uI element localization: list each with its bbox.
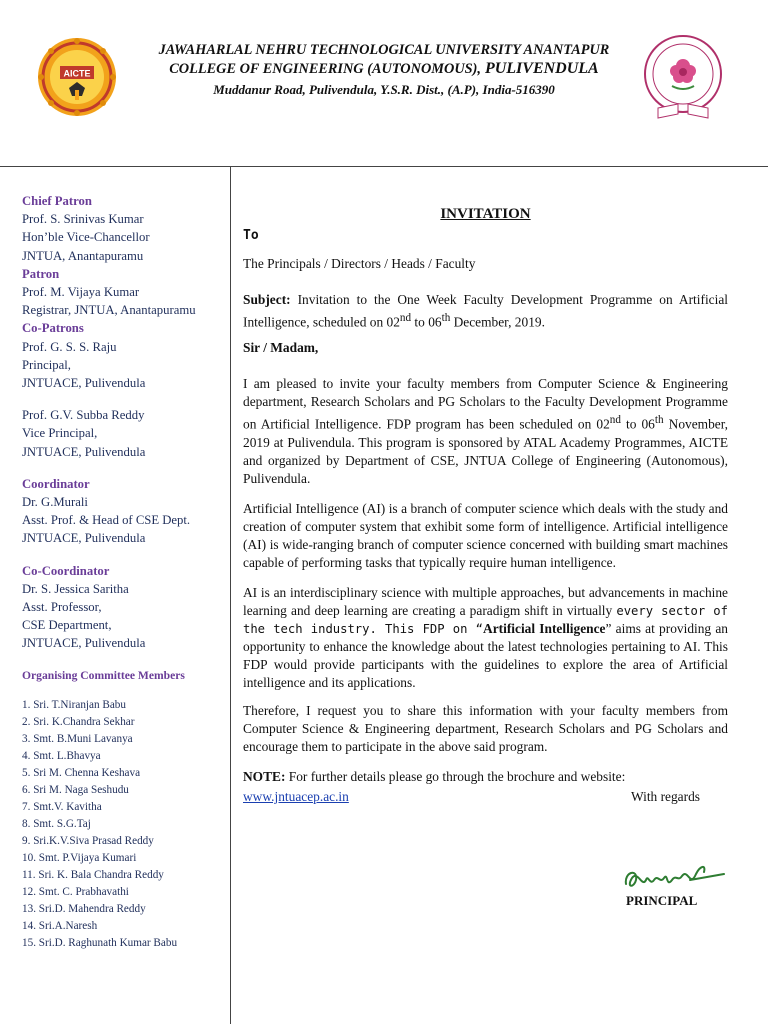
- sidebar-line: JNTUA, Anantapuramu: [22, 248, 144, 263]
- sidebar-line: JNTUACE, Pulivendula: [22, 636, 146, 651]
- sidebar-line: CSE Department,: [22, 618, 112, 633]
- paragraph-ai-definition: Artificial Intelligence (AI) is a branch of computer science which deals with the study and creation of computer system that exhibit some form of intelligence. Artificial intelligence (AI) is wide-ranging branch of computer science concerned with building smart machines capable of performing tasks that typically require human intelligence.: [243, 500, 728, 570]
- list-item: 15. Sri.D. Raghunath Kumar Babu: [22, 936, 178, 949]
- closing-regards: With regards: [631, 788, 700, 804]
- university-name: JAWAHARLAL NEHRU TECHNOLOGICAL UNIVERSITY ANANTAPUR: [158, 42, 610, 58]
- letter-to: To: [243, 228, 259, 243]
- paragraph-text: November, 2019 at Pulivendula. This program is sponsored by ATAL Academy Programmes, AICTE and organized by Department of CSE, JNTUA College of Engineering (Autonomous), Pulivendula.: [243, 416, 728, 486]
- closing-row: [243, 788, 728, 806]
- note-text: For further details please go through the brochure and website:: [285, 768, 626, 784]
- sidebar-line: Asst. Prof. & Head of CSE Dept.: [22, 513, 191, 528]
- paragraph-bold: Artificial Intelligence: [483, 620, 606, 636]
- letter-note: [243, 768, 728, 786]
- sidebar-line: Prof. G.V. Subba Reddy: [22, 408, 145, 423]
- subject-text: December, 2019.: [450, 314, 545, 330]
- subject-label: Subject:: [243, 292, 291, 307]
- signer-title: PRINCIPAL: [626, 893, 698, 908]
- sidebar-line: JNTUACE, Pulivendula: [22, 531, 146, 546]
- header-divider: [0, 166, 768, 167]
- list-item: 10. Smt. P.Vijaya Kumari: [22, 851, 137, 864]
- sidebar-line: Principal,: [22, 357, 71, 372]
- college-name-main: COLLEGE OF ENGINEERING (AUTONOMOUS),: [169, 61, 481, 77]
- paragraph-request: Therefore, I request you to share this information with your faculty members from Computer Science & Engineering department, Research Scholars and PG Scholars and encourage them to participate in the above said program.: [243, 702, 728, 754]
- list-item: 7. Smt.V. Kavitha: [22, 800, 102, 813]
- list-item: 12. Smt. C. Prabhavathi: [22, 885, 129, 898]
- list-item: 14. Sri.A.Naresh: [22, 919, 98, 932]
- website-link[interactable]: www.jntuacep.ac.in: [243, 788, 349, 804]
- letter-salutation: Sir / Madam,: [243, 340, 319, 356]
- list-item: 9. Sri.K.V.Siva Prasad Reddy: [22, 834, 154, 847]
- paragraph-fdp-aims: [243, 584, 728, 692]
- sidebar-line: Prof. G. S. S. Raju: [22, 339, 117, 354]
- paragraph-text: AI is an interdisciplinary science with multiple approaches, but advancements in machine learning and deep learning are creating a paradigm shift in virtually: [243, 584, 728, 618]
- paragraph-text: ” aims at providing an opportunity to enhance the knowledge about the latest technologies pertaining to AI. This FDP would provide participants with the guidelines to explore the area of Artificial intelligence and its applications.: [243, 620, 728, 690]
- list-item: 1. Sri. T.Niranjan Babu: [22, 698, 126, 711]
- sidebar-line: JNTUACE, Pulivendula: [22, 376, 146, 391]
- committee-list: [22, 697, 227, 952]
- letter-subject: [243, 291, 728, 331]
- letter-title: INVITATION: [440, 206, 531, 222]
- sidebar-line: Asst. Professor,: [22, 600, 102, 615]
- list-item: 2. Sri. K.Chandra Sekhar: [22, 715, 135, 728]
- list-item: 13. Sri.D. Mahendra Reddy: [22, 902, 146, 915]
- committee-sidebar: [22, 192, 227, 952]
- sidebar-line: Hon’ble Vice-Chancellor: [22, 230, 150, 245]
- subject-text: to 06: [411, 314, 442, 330]
- chief-patron-heading: Chief Patron: [22, 194, 92, 208]
- subject-sup: th: [441, 312, 451, 324]
- list-item: 5. Sri M. Chenna Keshava: [22, 766, 141, 779]
- paragraph-text: every sector of the tech industry. This FDP on “: [243, 603, 728, 636]
- sidebar-line: Dr. S. Jessica Saritha: [22, 581, 129, 596]
- patron-heading: Patron: [22, 266, 60, 281]
- college-location: PULIVENDULA: [480, 60, 599, 77]
- list-item: 8. Smt. S.G.Taj: [22, 817, 91, 830]
- sidebar-line: Prof. S. Srinivas Kumar: [22, 212, 144, 227]
- list-item: 4. Smt. L.Bhavya: [22, 749, 101, 762]
- copatrons-heading: Co-Patrons: [22, 321, 84, 336]
- sidebar-line: JNTUACE, Pulivendula: [22, 444, 146, 459]
- cocoordinator-heading: Co-Coordinator: [22, 563, 110, 578]
- sidebar-divider: [230, 166, 231, 1024]
- list-item: 3. Smt. B.Muni Lavanya: [22, 732, 133, 745]
- paragraph-intro: [243, 375, 728, 487]
- list-item: 6. Sri M. Naga Seshudu: [22, 783, 129, 796]
- paragraph-text: I am pleased to invite your faculty members from Computer Science & Engineering department, Research Scholars and PG Scholars to the Faculty Development Programme on Artificial Intelligence. FDP program has been scheduled on 02: [243, 376, 728, 432]
- paragraph-text: to 06: [620, 416, 655, 432]
- sidebar-line: Prof. M. Vijaya Kumar: [22, 285, 140, 300]
- signature-icon: [620, 858, 730, 898]
- letter-recipients: The Principals / Directors / Heads / Faculty: [243, 256, 476, 271]
- coordinator-heading: Coordinator: [22, 476, 90, 491]
- sidebar-line: Registrar, JNTUA, Anantapuramu: [22, 303, 196, 318]
- note-label: NOTE:: [243, 768, 286, 784]
- paragraph-sup: nd: [609, 414, 621, 427]
- sidebar-line: Dr. G.Murali: [22, 495, 88, 510]
- sidebar-line: Vice Principal,: [22, 426, 98, 441]
- jntu-seal-icon: [640, 30, 726, 126]
- committee-heading: Organising Committee Members: [22, 668, 185, 682]
- invitation-letter: [243, 205, 728, 806]
- list-item: 11. Sri. K. Bala Chandra Reddy: [22, 868, 164, 881]
- college-address: Muddanur Road, Pulivendula, Y.S.R. Dist., (A.P), India-516390: [213, 82, 555, 97]
- svg-text:AICTE: AICTE: [63, 68, 91, 79]
- subject-sup: nd: [399, 312, 412, 324]
- paragraph-sup: th: [654, 414, 664, 427]
- subject-text: Invitation to the One Week Faculty Development Programme on Artificial Intelligence, scheduled on 02: [243, 292, 728, 330]
